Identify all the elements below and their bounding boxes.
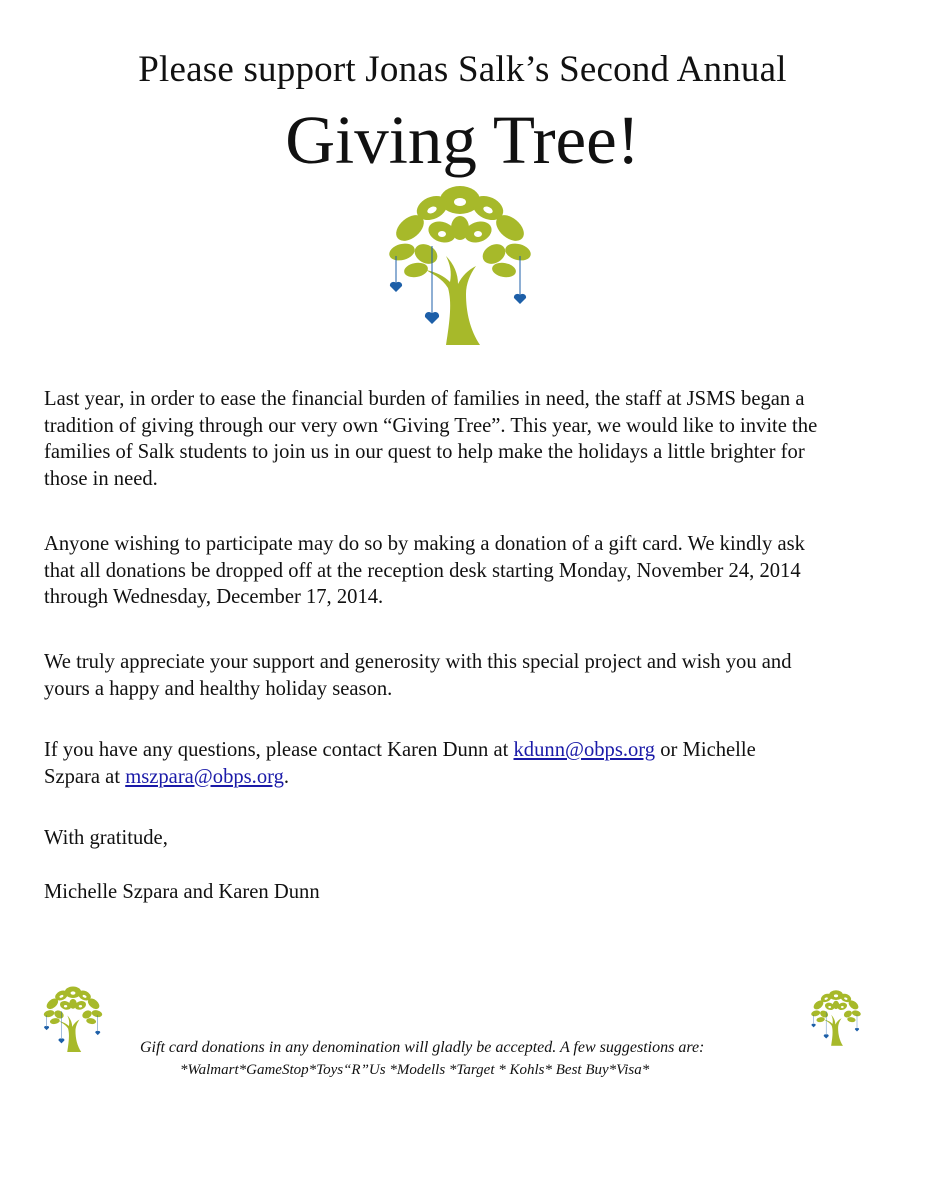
- contact-text: or Michelle: [655, 739, 756, 761]
- title-text: Giving Tree!: [285, 102, 640, 178]
- footer-brands: *Walmart*GameStop*Toys“R”Us *Modells *Target * Kohls* Best Buy*Visa*: [180, 1062, 650, 1078]
- contact-line-1: [44, 737, 884, 764]
- participate-line: Anyone wishing to participate may do so by making a donation of a gift card. We kindly ask: [44, 533, 805, 555]
- participate-line: that all donations be dropped off at the reception desk starting Monday, November 24, 2014: [44, 559, 801, 582]
- email-link-kdunn[interactable]: kdunn@obps.org: [513, 739, 656, 761]
- appreciate-line: We truly appreciate your support and generosity with this special project and wish you and: [44, 651, 792, 673]
- contact-paragraph: [44, 737, 884, 790]
- intro-line: tradition of giving through our very own “Giving Tree”. This year, we would like to invite the: [44, 414, 818, 437]
- contact-text: If you have any questions, please contact Karen Dunn at: [44, 739, 514, 761]
- contact-line-2: [44, 764, 884, 791]
- page-title: [0, 100, 925, 180]
- header-line-1: Please support Jonas Salk’s Second Annual: [138, 49, 787, 90]
- participate-line: through Wednesday, December 17, 2014.: [44, 586, 384, 608]
- intro-line: families of Salk students to join us in our quest to help make the holidays a little brighter for: [44, 441, 805, 463]
- appreciate-paragraph: [44, 649, 884, 702]
- footer-note: Gift card donations in any denomination will gladly be accepted. A few suggestions are:: [140, 1039, 705, 1056]
- contact-text: Szpara at: [44, 765, 126, 788]
- email-link-mszpara[interactable]: mszpara@obps.org: [125, 765, 284, 788]
- giving-tree-icon-right: [808, 981, 864, 1053]
- intro-line: those in need.: [44, 467, 158, 490]
- intro-line: Last year, in order to ease the financial burden of families in need, the staff at JSMS began a: [44, 388, 805, 410]
- appreciate-line: yours a happy and healthy holiday season.: [44, 677, 393, 700]
- signature-text: Michelle Szpara and Karen Dunn: [44, 881, 320, 903]
- giving-tree-icon: [380, 180, 540, 345]
- intro-paragraph: [44, 386, 884, 492]
- contact-text: .: [283, 765, 290, 788]
- closing-text: With gratitude,: [44, 827, 168, 849]
- giving-tree-icon-left: [40, 981, 106, 1055]
- participate-paragraph: [44, 531, 884, 611]
